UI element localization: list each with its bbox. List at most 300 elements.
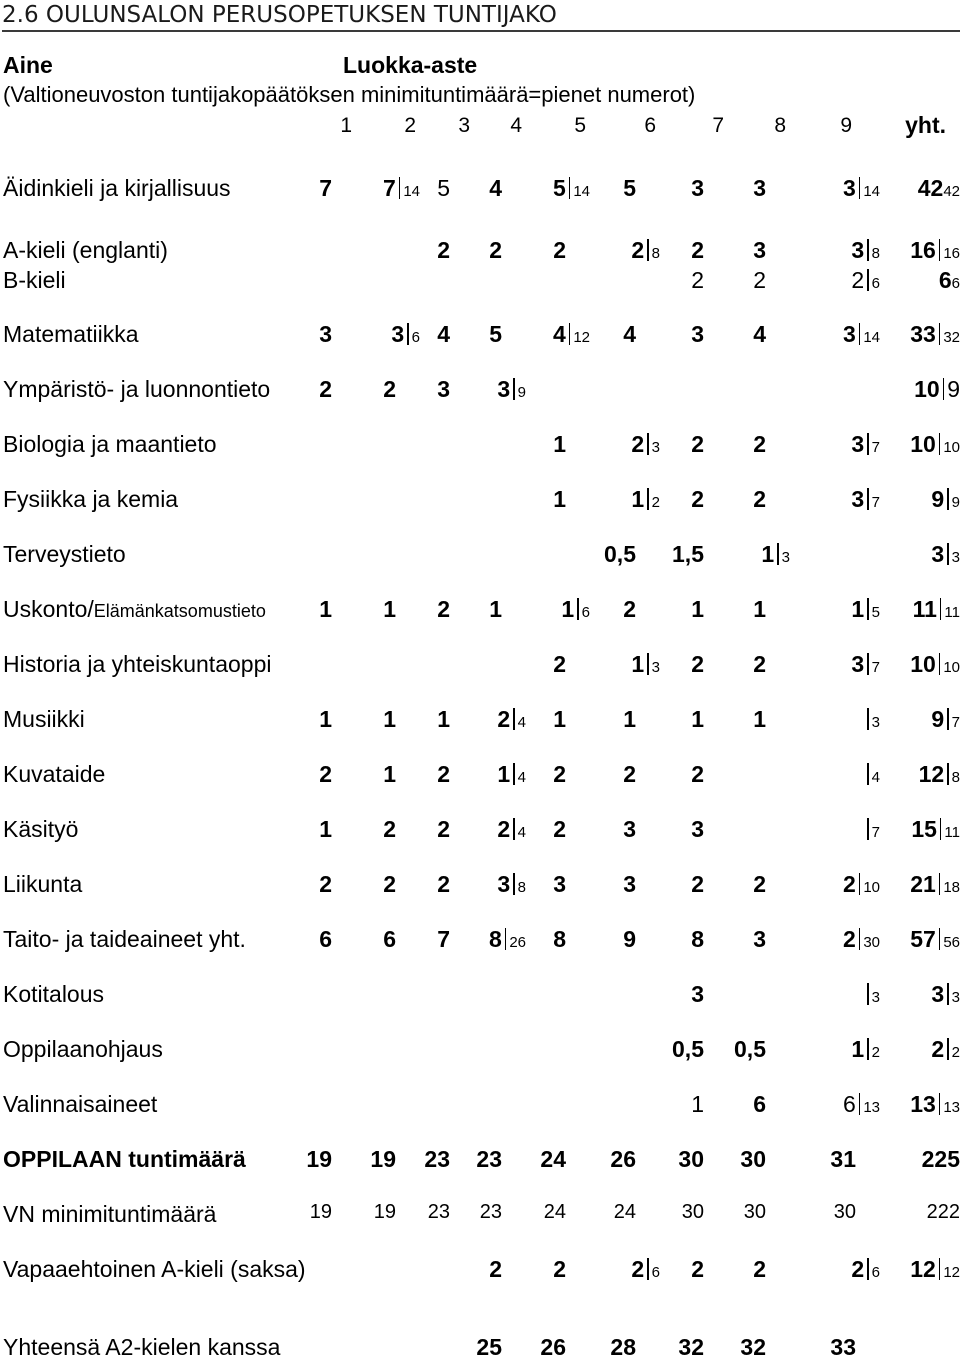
grade-header-8: 8 bbox=[774, 114, 786, 137]
cell-value: 1 bbox=[497, 761, 511, 787]
cell-value: 1 bbox=[631, 486, 645, 512]
cell-minimum: 9 bbox=[951, 494, 960, 511]
grade-cell bbox=[864, 816, 880, 843]
total-cell bbox=[922, 1146, 960, 1173]
row-label-text: Ympäristö- ja luonnontieto bbox=[3, 376, 271, 402]
grade-cell bbox=[691, 1091, 728, 1118]
cell-value: 6 bbox=[319, 926, 332, 952]
grade-header-6: 6 bbox=[644, 114, 656, 137]
cell-value: 30 bbox=[740, 1146, 766, 1172]
cell-value: 3 bbox=[851, 486, 865, 512]
cell-value: 2 bbox=[691, 1256, 704, 1282]
row-label bbox=[3, 1146, 246, 1173]
grade-cell bbox=[610, 1334, 660, 1361]
cell-minimum: 2 bbox=[951, 1044, 960, 1061]
cell-minimum: 11 bbox=[944, 824, 960, 841]
cell-value: 1 bbox=[851, 596, 865, 622]
grade-cell bbox=[391, 321, 420, 348]
cell-value: 2 bbox=[383, 376, 396, 402]
cell-minimum: 14 bbox=[863, 183, 880, 200]
grade-cell bbox=[678, 1334, 728, 1361]
grade-cell bbox=[740, 1334, 790, 1361]
row-label-text: Valinnaisaineet bbox=[3, 1091, 158, 1117]
cell-value: 23 bbox=[427, 1201, 450, 1223]
grade-cell bbox=[744, 1201, 790, 1224]
cell-value: 3 bbox=[437, 376, 450, 402]
cell-divider bbox=[939, 653, 941, 675]
cell-value: 0,5 bbox=[672, 1036, 704, 1062]
cell-value: 1 bbox=[623, 706, 636, 732]
grade-cell bbox=[843, 321, 880, 348]
grade-cell bbox=[553, 1256, 590, 1283]
cell-minimum: 32 bbox=[943, 329, 960, 346]
cell-value: 3 bbox=[691, 321, 704, 347]
grade-cell bbox=[319, 175, 356, 202]
cell-divider bbox=[939, 928, 941, 950]
grade-cell bbox=[604, 541, 660, 568]
grade-cell bbox=[734, 1036, 790, 1063]
cell-value: 2 bbox=[691, 651, 704, 677]
cell-minimum: 3 bbox=[951, 989, 960, 1006]
cell-divider bbox=[407, 323, 409, 345]
cell-minimum: 8 bbox=[651, 245, 660, 262]
cell-value: 8 bbox=[691, 926, 704, 952]
cell-value: 2 bbox=[691, 486, 704, 512]
cell-divider bbox=[513, 873, 515, 895]
cell-value: 2 bbox=[931, 1036, 945, 1062]
cell-value: 16 bbox=[910, 237, 936, 263]
cell-minimum: 7 bbox=[951, 714, 960, 731]
cell-value: 2 bbox=[691, 237, 704, 263]
grade-cell bbox=[851, 1036, 880, 1063]
cell-value: 1 bbox=[761, 541, 775, 567]
cell-value: 1 bbox=[691, 596, 704, 622]
row-label-text: Kotitalous bbox=[3, 981, 105, 1007]
cell-divider bbox=[867, 269, 869, 291]
grade-cell bbox=[851, 486, 880, 513]
cell-value: 2 bbox=[691, 871, 704, 897]
grade-cell bbox=[553, 321, 590, 348]
cell-value: 2 bbox=[553, 761, 566, 787]
grade-cell bbox=[623, 926, 660, 953]
cell-value: 1 bbox=[561, 596, 575, 622]
cell-divider bbox=[939, 433, 941, 455]
cell-minimum: 12 bbox=[943, 1264, 960, 1281]
grade-cell bbox=[489, 237, 526, 264]
cell-value: 3 bbox=[497, 376, 511, 402]
total-cell bbox=[927, 1201, 960, 1224]
grade-header-1: 1 bbox=[340, 114, 352, 137]
cell-value: 1 bbox=[383, 596, 396, 622]
row-label bbox=[3, 651, 271, 678]
cell-value: 11 bbox=[912, 596, 937, 622]
cell-value: 1 bbox=[383, 706, 396, 732]
cell-value: 2 bbox=[489, 1256, 502, 1282]
cell-divider bbox=[939, 1093, 941, 1115]
cell-value: 1 bbox=[631, 651, 645, 677]
cell-minimum: 3 bbox=[871, 714, 880, 731]
cell-value: 2 bbox=[553, 237, 566, 263]
grade-cell bbox=[682, 1201, 728, 1224]
cell-value: 1 bbox=[553, 706, 566, 732]
cell-value: 9 bbox=[623, 926, 636, 952]
cell-divider bbox=[867, 1258, 869, 1280]
cell-value: 3 bbox=[753, 175, 766, 201]
cell-value: 1,5 bbox=[672, 541, 704, 567]
cell-value: 2 bbox=[753, 431, 766, 457]
total-cell bbox=[918, 175, 960, 202]
grade-cell bbox=[851, 431, 880, 458]
cell-value: 3 bbox=[843, 175, 856, 201]
grade-cell bbox=[691, 816, 728, 843]
grade-cell bbox=[383, 596, 420, 623]
cell-divider bbox=[569, 323, 571, 345]
cell-value: 57 bbox=[910, 926, 936, 952]
cell-value: 10 bbox=[910, 431, 936, 457]
row-label bbox=[3, 376, 270, 403]
cell-value: 2 bbox=[437, 816, 450, 842]
grade-cell bbox=[561, 596, 590, 623]
cell-value: 32 bbox=[678, 1334, 704, 1360]
grade-cell bbox=[834, 1201, 880, 1224]
grade-cell bbox=[631, 431, 660, 458]
grade-cell bbox=[753, 1256, 790, 1283]
cell-value: 3 bbox=[753, 237, 766, 263]
cell-divider bbox=[867, 433, 869, 455]
row-label-text: Vapaaehtoinen A-kieli (saksa) bbox=[3, 1256, 306, 1282]
grade-cell bbox=[843, 175, 880, 202]
cell-minimum: 10 bbox=[943, 659, 960, 676]
cell-value: 2 bbox=[553, 1256, 566, 1282]
cell-divider bbox=[867, 598, 869, 620]
cell-value: 6 bbox=[843, 1091, 856, 1117]
grade-cell bbox=[383, 376, 420, 403]
grade-cell bbox=[631, 237, 660, 264]
row-label-text: Biologia ja maantieto bbox=[3, 431, 217, 457]
cell-value: 2 bbox=[623, 761, 636, 787]
grade-header-3: 3 bbox=[458, 114, 470, 137]
row-label bbox=[3, 237, 168, 264]
cell-divider bbox=[859, 873, 861, 895]
total-cell bbox=[931, 706, 960, 733]
grade-cell bbox=[489, 321, 526, 348]
total-cell bbox=[939, 267, 960, 294]
grade-cell bbox=[753, 1091, 790, 1118]
cell-value: 28 bbox=[610, 1334, 636, 1360]
cell-minimum: 3 bbox=[651, 659, 660, 676]
cell-value: 225 bbox=[921, 1146, 960, 1172]
header-note: (Valtioneuvoston tuntijakopäätöksen minimituntimäärä=pienet numerot) bbox=[3, 82, 696, 107]
cell-value: 3 bbox=[851, 237, 865, 263]
cell-minimum: 6 bbox=[951, 275, 960, 292]
cell-value: 30 bbox=[678, 1146, 704, 1172]
row-label bbox=[3, 596, 266, 623]
grade-cell bbox=[497, 871, 526, 898]
cell-divider bbox=[647, 653, 649, 675]
cell-value: 2 bbox=[631, 237, 645, 263]
row-label-text: Fysiikka ja kemia bbox=[3, 486, 179, 512]
cell-value: 13 bbox=[910, 1091, 936, 1117]
cell-value: 2 bbox=[843, 926, 856, 952]
grade-cell bbox=[864, 981, 880, 1008]
grade-cell bbox=[553, 926, 590, 953]
cell-value: 2 bbox=[691, 761, 704, 787]
cell-value: 1 bbox=[437, 706, 450, 732]
cell-minimum: 6 bbox=[871, 275, 880, 292]
grade-cell bbox=[497, 761, 526, 788]
cell-value: 33 bbox=[830, 1334, 856, 1360]
grade-cell bbox=[851, 1256, 880, 1283]
row-label-text: Käsityö bbox=[3, 816, 79, 842]
cell-minimum: 12 bbox=[573, 329, 590, 346]
total-cell bbox=[931, 1036, 960, 1063]
cell-value: 4 bbox=[753, 321, 766, 347]
grade-cell bbox=[553, 237, 590, 264]
row-label-text: Liikunta bbox=[3, 871, 83, 897]
total-cell bbox=[910, 1256, 960, 1283]
column-header-luokka-aste: Luokka-aste bbox=[343, 52, 478, 78]
row-label-text: Terveystieto bbox=[3, 541, 126, 567]
grade-cell bbox=[319, 926, 356, 953]
cell-minimum: 6 bbox=[871, 1264, 880, 1281]
cell-value: 6 bbox=[938, 267, 952, 293]
cell-divider bbox=[867, 818, 869, 840]
cell-value: 5 bbox=[553, 175, 566, 201]
cell-divider bbox=[647, 239, 649, 261]
grade-cell bbox=[437, 871, 474, 898]
grade-cell bbox=[753, 267, 790, 294]
cell-value: 2 bbox=[753, 871, 766, 897]
grade-cell bbox=[540, 1334, 590, 1361]
grade-cell bbox=[553, 706, 590, 733]
cell-minimum: 3 bbox=[951, 549, 960, 566]
cell-value: 32 bbox=[740, 1334, 766, 1360]
grade-cell bbox=[553, 761, 590, 788]
cell-minimum: 10 bbox=[863, 879, 880, 896]
grade-cell bbox=[740, 1146, 790, 1173]
cell-value: 222 bbox=[926, 1201, 960, 1223]
grade-header-9: 9 bbox=[840, 114, 852, 137]
cell-minimum: 8 bbox=[871, 245, 880, 262]
cell-value: 1 bbox=[489, 596, 502, 622]
grade-cell bbox=[553, 816, 590, 843]
grade-cell bbox=[753, 321, 790, 348]
cell-value: 1 bbox=[319, 816, 332, 842]
grade-cell bbox=[480, 1201, 526, 1224]
cell-value: 2 bbox=[691, 431, 704, 457]
cell-value: 19 bbox=[309, 1201, 332, 1223]
cell-value: 30 bbox=[743, 1201, 766, 1223]
row-label-small-text: Elämänkatsomustieto bbox=[93, 601, 266, 621]
cell-value: 7 bbox=[437, 926, 450, 952]
grade-cell bbox=[691, 871, 728, 898]
grade-cell bbox=[437, 926, 474, 953]
cell-value: 12 bbox=[910, 1256, 936, 1282]
grade-header-2: 2 bbox=[404, 114, 416, 137]
cell-minimum: 8 bbox=[517, 879, 526, 896]
cell-minimum: 4 bbox=[517, 714, 526, 731]
row-label bbox=[3, 321, 138, 348]
grade-cell bbox=[497, 816, 526, 843]
grade-cell bbox=[691, 596, 728, 623]
grade-cell bbox=[476, 1334, 526, 1361]
row-label bbox=[3, 1201, 216, 1228]
grade-cell bbox=[553, 486, 590, 513]
grade-cell bbox=[540, 1146, 590, 1173]
cell-value: 7 bbox=[383, 175, 396, 201]
row-label-text: A-kieli (englanti) bbox=[3, 237, 168, 263]
cell-divider bbox=[939, 323, 941, 345]
cell-divider bbox=[940, 598, 942, 620]
cell-minimum: 30 bbox=[863, 934, 880, 951]
grade-cell bbox=[306, 1146, 356, 1173]
cell-value: 3 bbox=[691, 816, 704, 842]
cell-value: 4 bbox=[553, 321, 566, 347]
grade-cell bbox=[553, 871, 590, 898]
page-title: 2.6 OULUNSALON PERUSOPETUKSEN TUNTIJAKO bbox=[2, 0, 960, 32]
grade-cell bbox=[623, 596, 660, 623]
cell-minimum: 13 bbox=[943, 1099, 960, 1116]
cell-value: 3 bbox=[851, 651, 865, 677]
cell-divider bbox=[513, 818, 515, 840]
cell-minimum: 26 bbox=[509, 934, 526, 951]
cell-value: 2 bbox=[437, 237, 450, 263]
cell-minimum: 42 bbox=[943, 183, 960, 200]
cell-value: 2 bbox=[753, 651, 766, 677]
total-cell bbox=[931, 541, 960, 568]
grade-cell bbox=[753, 926, 790, 953]
row-label bbox=[3, 926, 246, 953]
total-cell bbox=[910, 871, 960, 898]
cell-value: 0,5 bbox=[604, 541, 636, 567]
grade-cell bbox=[623, 706, 660, 733]
row-label-text: Historia ja yhteiskuntaoppi bbox=[3, 651, 272, 677]
cell-value: 3 bbox=[691, 175, 704, 201]
cell-value: 1 bbox=[319, 596, 332, 622]
cell-divider bbox=[943, 378, 945, 400]
total-cell bbox=[931, 486, 960, 513]
grade-cell bbox=[437, 321, 474, 348]
row-label bbox=[3, 1091, 157, 1118]
cell-value: 19 bbox=[370, 1146, 396, 1172]
total-cell bbox=[911, 816, 960, 843]
cell-value: 3 bbox=[931, 981, 945, 1007]
cell-value: 2 bbox=[851, 267, 865, 293]
cell-value: 2 bbox=[623, 596, 636, 622]
total-cell bbox=[919, 761, 960, 788]
cell-value: 1 bbox=[383, 761, 396, 787]
cell-minimum: 13 bbox=[863, 1099, 880, 1116]
grade-cell bbox=[691, 321, 728, 348]
cell-divider bbox=[947, 708, 949, 730]
grade-cell bbox=[864, 761, 880, 788]
cell-divider bbox=[399, 177, 401, 199]
cell-value: 3 bbox=[391, 321, 405, 347]
cell-divider bbox=[859, 1093, 861, 1115]
cell-value: 2 bbox=[437, 761, 450, 787]
grade-header-5: 5 bbox=[574, 114, 586, 137]
grade-cell bbox=[383, 926, 420, 953]
cell-value: 3 bbox=[851, 431, 865, 457]
cell-divider bbox=[939, 239, 941, 261]
grade-cell bbox=[610, 1146, 660, 1173]
grade-cell bbox=[691, 651, 728, 678]
grade-cell bbox=[623, 816, 660, 843]
cell-value: 1 bbox=[553, 431, 566, 457]
grade-cell bbox=[489, 596, 526, 623]
grade-cell bbox=[631, 1256, 660, 1283]
cell-divider bbox=[939, 873, 941, 895]
cell-minimum: 7 bbox=[871, 439, 880, 456]
cell-value: 2 bbox=[753, 267, 766, 293]
cell-value: 1 bbox=[553, 486, 566, 512]
grade-cell bbox=[672, 541, 728, 568]
row-label bbox=[3, 816, 78, 843]
grade-cell bbox=[753, 175, 790, 202]
row-label bbox=[3, 486, 178, 513]
grade-cell bbox=[319, 321, 356, 348]
grade-cell bbox=[691, 761, 728, 788]
grade-cell bbox=[672, 1036, 728, 1063]
grade-cell bbox=[851, 267, 880, 294]
cell-minimum: 4 bbox=[871, 769, 880, 786]
cell-value: 2 bbox=[319, 761, 332, 787]
cell-value: 4 bbox=[437, 321, 450, 347]
grade-cell bbox=[753, 706, 790, 733]
row-label-text: OPPILAAN tuntimäärä bbox=[3, 1146, 246, 1172]
grade-cell bbox=[437, 596, 474, 623]
cell-divider bbox=[947, 983, 949, 1005]
grade-cell bbox=[370, 1146, 420, 1173]
cell-minimum: 6 bbox=[581, 604, 590, 621]
grade-cell bbox=[437, 376, 474, 403]
grade-cell bbox=[753, 431, 790, 458]
cell-value: 5 bbox=[623, 175, 636, 201]
cell-value: 3 bbox=[931, 541, 945, 567]
cell-value: 1 bbox=[851, 1036, 865, 1062]
cell-value: 4 bbox=[489, 175, 502, 201]
grade-cell bbox=[424, 1146, 474, 1173]
grade-cell bbox=[691, 431, 728, 458]
cell-value: 24 bbox=[613, 1201, 636, 1223]
cell-divider bbox=[867, 239, 869, 261]
grade-cell bbox=[830, 1146, 880, 1173]
grade-cell bbox=[843, 1091, 880, 1118]
cell-value: 2 bbox=[383, 871, 396, 897]
row-label-text: Musiikki bbox=[3, 706, 85, 732]
cell-value: 3 bbox=[623, 871, 636, 897]
total-cell bbox=[931, 981, 960, 1008]
cell-value: 19 bbox=[373, 1201, 396, 1223]
grade-cell bbox=[761, 541, 790, 568]
grade-cell bbox=[851, 596, 880, 623]
grade-cell bbox=[383, 871, 420, 898]
cell-value: 2 bbox=[497, 706, 511, 732]
grade-cell bbox=[383, 761, 420, 788]
grade-cell bbox=[310, 1201, 356, 1224]
cell-divider bbox=[569, 177, 571, 199]
cell-minimum: 5 bbox=[871, 604, 880, 621]
cell-value: 3 bbox=[623, 816, 636, 842]
cell-divider bbox=[859, 177, 861, 199]
cell-divider bbox=[513, 763, 515, 785]
cell-value: 3 bbox=[319, 321, 332, 347]
cell-divider bbox=[867, 983, 869, 1005]
cell-value: 15 bbox=[911, 816, 937, 842]
total-cell bbox=[914, 376, 960, 403]
cell-value: 3 bbox=[753, 926, 766, 952]
cell-minimum: 6 bbox=[651, 1264, 660, 1281]
